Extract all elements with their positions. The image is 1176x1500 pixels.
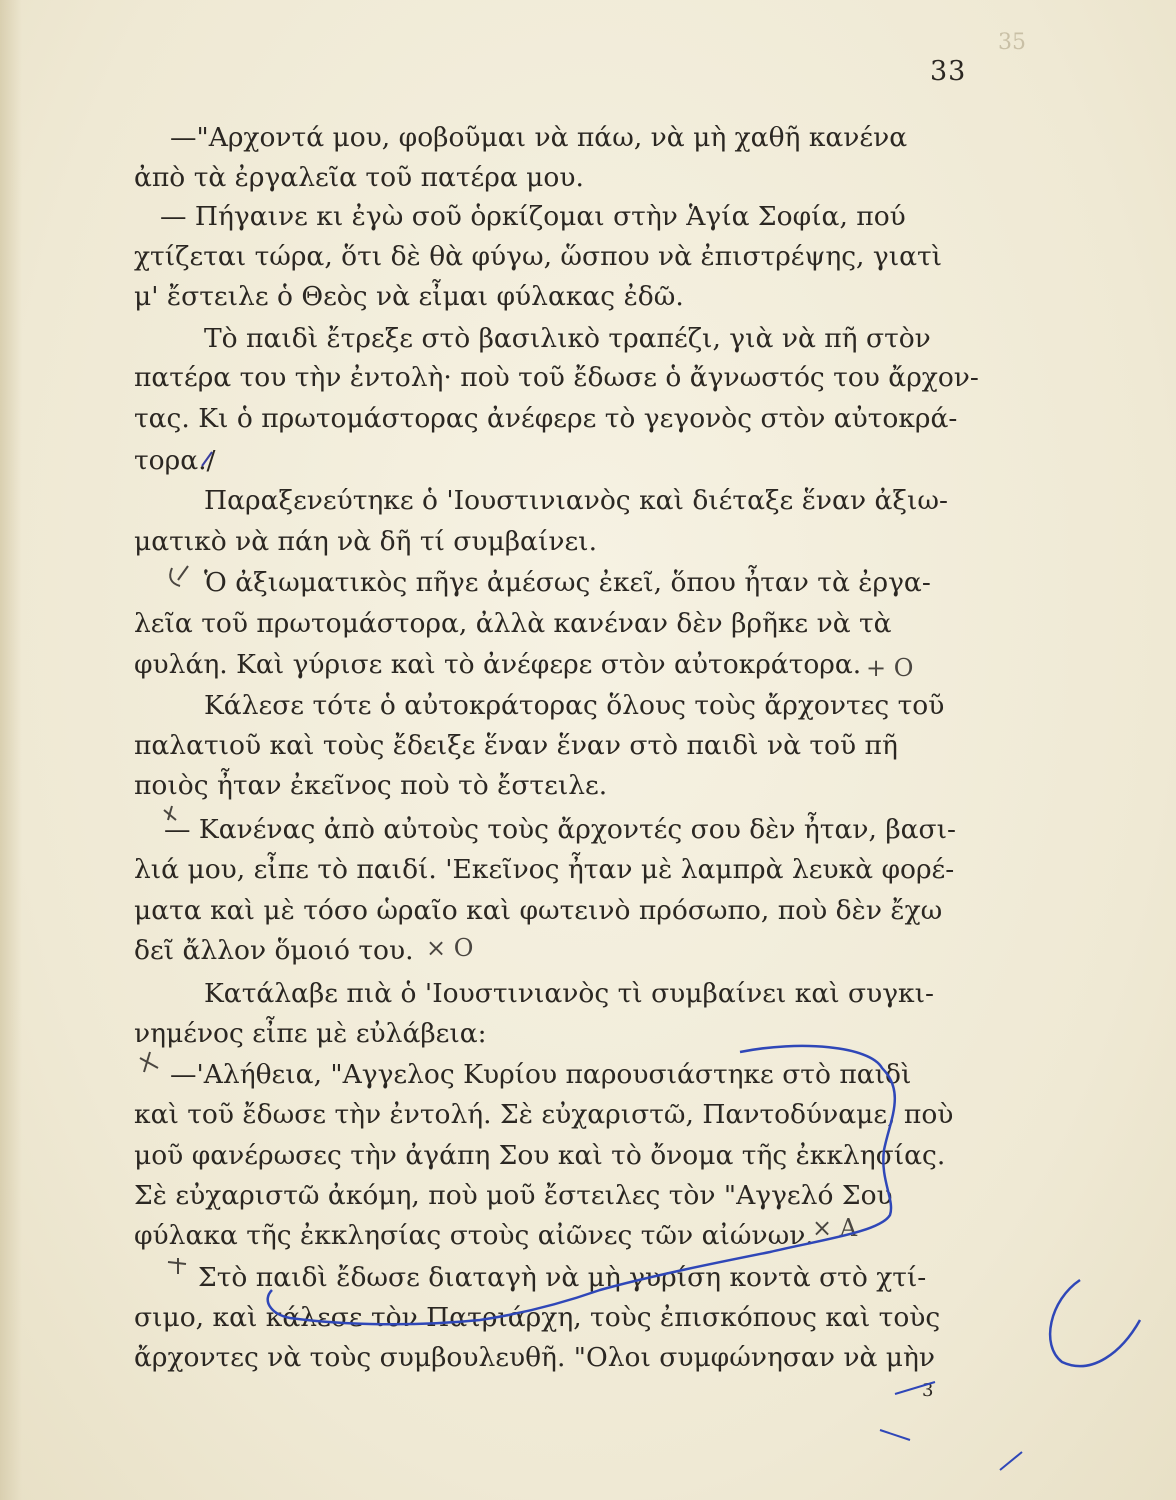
text-line: —"Αρχοντά μου, φοβοῦμαι νὰ πάω, νὰ μὴ χαθῆ κανένα (170, 122, 908, 153)
text-line: μοῦ φανέρωσες τὴν ἀγάπη Σου καὶ τὸ ὄνομα τῆς ἐκκλησίας. (134, 1140, 946, 1171)
text-line: ποιὸς ἦταν ἐκεῖνος ποὺ τὸ ἔστειλε. (134, 770, 608, 801)
text-line: Στὸ παιδὶ ἔδωσε διαταγὴ νὰ μὴ γυρίση κοντὰ στὸ χτί- (198, 1262, 927, 1293)
text-line: χτίζεται τώρα, ὅτι δὲ θὰ φύγω, ὥσπου νὰ ἐπιστρέψης, γιατὶ (134, 241, 943, 272)
text-line: νημένος εἶπε μὲ εὐλάβεια: (134, 1018, 487, 1049)
text-line: λιά μου, εἶπε τὸ παιδί. 'Εκεῖνος ἦταν μὲ λαμπρὰ λευκὰ φορέ- (134, 854, 955, 885)
text-line: Τὸ παιδὶ ἔτρεξε στὸ βασιλικὸ τραπέζι, γιὰ νὰ πῆ στὸν (204, 323, 931, 354)
bleed-through-page-number: 35 (998, 30, 1026, 55)
text-line: πατέρα του τὴν ἐντολὴ· ποὺ τοῦ ἔδωσε ὁ ἄγνωστός του ἄρχον- (134, 362, 979, 393)
text-line: — Πήγαινε κι ἐγὼ σοῦ ὁρκίζομαι στὴν Ἁγία Σοφία, πού (160, 201, 906, 232)
page-number: 33 (930, 56, 967, 87)
text-line: ματικὸ νὰ πάη νὰ δῆ τί συμβαίνει. (134, 526, 597, 557)
text-line: Παραξενεύτηκε ὁ 'Ιουστινιανὸς καὶ διέταξε ἕναν ἀξιω- (204, 485, 948, 516)
text-line: μ' ἔστειλε ὁ Θεὸς νὰ εἶμαι φύλακας ἐδῶ. (134, 281, 684, 312)
text-line: λεῖα τοῦ πρωτομάστορα, ἀλλὰ κανέναν δὲν βρῆκε νὰ τὰ (134, 608, 892, 639)
text-line: ἀπὸ τὰ ἐργαλεῖα τοῦ πατέρα μου. (134, 162, 584, 193)
text-line: — Κανένας ἀπὸ αὐτοὺς τοὺς ἄρχοντές σου δὲν ἦταν, βασι- (164, 814, 956, 845)
pencil-mark-text: × Ο (426, 934, 474, 962)
text-line: δεῖ ἄλλον ὅμοιό του. (134, 935, 414, 966)
pencil-mark-text: + Ο (866, 654, 914, 682)
text-line: Ὁ ἀξιωματικὸς πῆγε ἀμέσως ἐκεῖ, ὅπου ἦταν τὰ ἐργα- (204, 567, 931, 598)
page-edge-shadow (0, 0, 22, 1500)
pencil-mark-text: × Α (812, 1214, 858, 1242)
text-line: τας. Κι ὁ πρωτομάστορας ἀνέφερε τὸ γεγονὸς στὸν αὐτοκρά- (134, 403, 958, 434)
signature-mark: 3 (922, 1380, 934, 1401)
text-line: ἄρχοντες νὰ τοὺς συμβουλευθῆ. "Ολοι συμφώνησαν νὰ μὴν (134, 1342, 935, 1373)
text-line: παλατιοῦ καὶ τοὺς ἔδειξε ἕναν ἕναν στὸ παιδὶ νὰ τοῦ πῆ (134, 730, 898, 761)
text-line: —'Αλήθεια, "Αγγελος Κυρίου παρουσιάστηκε στὸ παιδὶ (170, 1059, 912, 1090)
text-line: Σὲ εὐχαριστῶ ἀκόμη, ποὺ μοῦ ἔστειλες τὸν "Αγγελό Σου (134, 1180, 893, 1211)
text-line: Κατάλαβε πιὰ ὁ 'Ιουστινιανὸς τὶ συμβαίνει καὶ συγκι- (204, 978, 934, 1009)
text-line: καὶ τοῦ ἔδωσε τὴν ἐντολή. Σὲ εὐχαριστῶ, Παντοδύναμε, ποὺ (134, 1099, 954, 1130)
text-line: σιμο, καὶ κάλεσε τὸν Πατριάρχη, τοὺς ἐπισκόπους καὶ τοὺς (134, 1302, 941, 1333)
text-line: τορα./ (134, 445, 216, 476)
text-line: ματα καὶ μὲ τόσο ὡραῖο καὶ φωτεινὸ πρόσωπο, ποὺ δὲν ἔχω (134, 895, 943, 926)
text-line: φυλάη. Καὶ γύρισε καὶ τὸ ἀνέφερε στὸν αὐτοκράτορα. (134, 649, 862, 680)
text-line: Κάλεσε τότε ὁ αὐτοκράτορας ὅλους τοὺς ἄρχοντες τοῦ (204, 690, 945, 721)
text-line: φύλακα τῆς ἐκκλησίας στοὺς αἰῶνες τῶν αἰώνων. (134, 1220, 814, 1251)
